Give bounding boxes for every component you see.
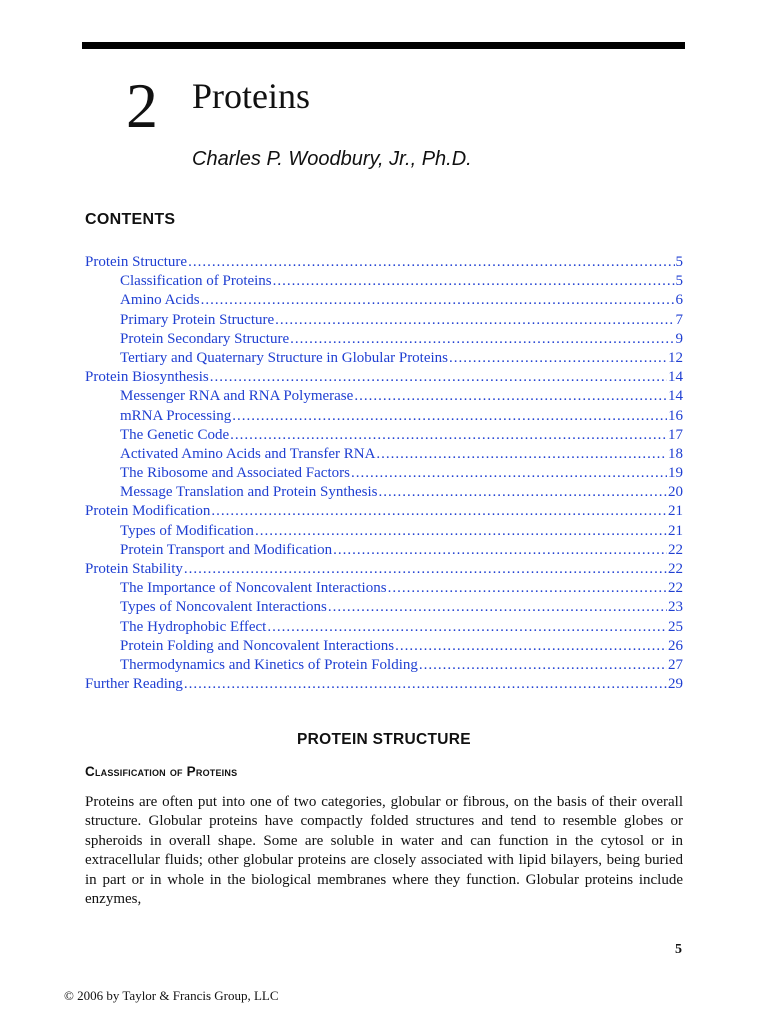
toc-entry-page: 22 <box>668 561 683 577</box>
toc-entry[interactable] <box>85 291 683 310</box>
toc-entry-page: 16 <box>668 407 683 424</box>
toc-entry-page: 19 <box>668 465 683 482</box>
toc-entry-page: 14 <box>668 369 683 386</box>
toc-entry-title: The Genetic Code <box>120 426 230 443</box>
toc-entry-page: 5 <box>675 254 683 270</box>
toc-dot-leader <box>388 579 667 598</box>
toc-dot-leader <box>184 560 667 579</box>
section-heading: PROTEIN STRUCTURE <box>297 731 471 748</box>
toc-entry-page: 20 <box>668 484 683 501</box>
toc-entry[interactable] <box>85 637 683 656</box>
toc-entry-page: 6 <box>675 292 683 309</box>
toc-dot-leader <box>267 618 667 637</box>
toc-entry[interactable] <box>85 656 683 675</box>
toc-entry[interactable] <box>85 579 683 598</box>
toc-entry-title: Tertiary and Quaternary Structure in Globular Proteins <box>120 349 449 366</box>
toc-dot-leader <box>275 311 674 330</box>
toc-dot-leader <box>255 522 667 541</box>
toc-entry-title: Message Translation and Protein Synthesis <box>120 484 378 501</box>
toc-dot-leader <box>419 656 667 675</box>
chapter-number: 2 <box>126 70 158 141</box>
toc-entry[interactable] <box>85 618 683 637</box>
toc-entry-title: The Ribosome and Associated Factors <box>120 465 350 482</box>
toc-dot-leader <box>351 464 667 483</box>
toc-entry-page: 7 <box>675 311 683 328</box>
toc-entry[interactable] <box>85 387 683 406</box>
toc-entry-title: Primary Protein Structure <box>120 311 275 328</box>
toc-entry-title: Activated Amino Acids and Transfer RNA <box>120 445 376 462</box>
table-of-contents <box>85 253 683 694</box>
toc-entry-page: 26 <box>668 637 683 654</box>
top-rule <box>82 42 685 49</box>
toc-entry-title: Protein Transport and Modification <box>120 541 333 558</box>
toc-entry[interactable] <box>85 502 683 521</box>
toc-dot-leader <box>328 598 667 617</box>
page-number: 5 <box>675 942 682 957</box>
toc-entry-page: 23 <box>668 599 683 616</box>
subsection-heading: Classification of Proteins <box>85 764 238 779</box>
toc-entry-page: 21 <box>668 522 683 539</box>
toc-entry-title: Protein Modification <box>85 503 211 520</box>
contents-heading: CONTENTS <box>85 211 176 228</box>
toc-entry-title: The Hydrophobic Effect <box>120 618 267 635</box>
toc-entry[interactable] <box>85 349 683 368</box>
toc-entry-title: The Importance of Noncovalent Interactions <box>120 580 387 597</box>
toc-entry[interactable] <box>85 541 683 560</box>
toc-entry-page: 21 <box>668 503 683 520</box>
toc-dot-leader <box>273 272 675 291</box>
toc-entry-page: 5 <box>675 273 683 290</box>
toc-entry-title: Protein Structure <box>85 254 188 270</box>
toc-entry[interactable] <box>85 522 683 541</box>
toc-dot-leader <box>188 253 674 272</box>
toc-dot-leader <box>210 368 667 387</box>
toc-entry[interactable] <box>85 368 683 387</box>
toc-entry[interactable] <box>85 483 683 502</box>
toc-entry-page: 22 <box>668 541 683 558</box>
toc-dot-leader <box>232 407 667 426</box>
toc-entry-title: Classification of Proteins <box>120 273 272 290</box>
toc-entry-page: 18 <box>668 445 683 462</box>
toc-entry-title: Types of Modification <box>120 522 254 539</box>
toc-dot-leader <box>354 387 667 406</box>
toc-entry-title: Further Reading <box>85 676 183 693</box>
body-paragraph: Proteins are often put into one of two categories, globular or fibrous, on the basis of their overall structure. Globular proteins have compactly folded structures and tend to resemble globes or spheroids in overall shape. Some are soluble in water and can function in the cytosol or in extracellular fluids; other globular proteins are closely associated with lipid bilayers, being buried in part or in whole in the biological membranes where they function. Globular proteins include enzymes, <box>85 794 683 908</box>
toc-entry[interactable] <box>85 464 683 483</box>
toc-entry-title: Protein Folding and Noncovalent Interactions <box>120 637 395 654</box>
toc-entry[interactable] <box>85 311 683 330</box>
toc-entry-page: 29 <box>668 676 683 693</box>
toc-entry-title: Thermodynamics and Kinetics of Protein Folding <box>120 656 418 673</box>
toc-entry-page: 12 <box>668 349 683 366</box>
copyright-notice: © 2006 by Taylor & Francis Group, LLC <box>64 988 279 1003</box>
toc-dot-leader <box>230 426 667 445</box>
toc-entry-title: Amino Acids <box>120 292 200 309</box>
toc-entry-title: Protein Stability <box>85 561 183 577</box>
toc-entry-page: 9 <box>675 330 683 347</box>
toc-entry-page: 25 <box>668 618 683 635</box>
toc-dot-leader <box>449 349 667 368</box>
toc-entry[interactable] <box>85 426 683 445</box>
toc-entry[interactable] <box>85 445 683 464</box>
toc-dot-leader <box>376 445 667 464</box>
toc-dot-leader <box>211 502 667 521</box>
toc-entry[interactable] <box>85 598 683 617</box>
chapter-author: Charles P. Woodbury, Jr., Ph.D. <box>192 148 472 170</box>
toc-entry-page: 22 <box>668 580 683 597</box>
toc-dot-leader <box>184 675 667 694</box>
toc-entry-title: Messenger RNA and RNA Polymerase <box>120 388 354 405</box>
toc-entry-title: mRNA Processing <box>120 407 232 424</box>
toc-entry-page: 14 <box>668 388 683 405</box>
chapter-title: Proteins <box>192 76 311 116</box>
toc-entry-page: 17 <box>668 426 683 443</box>
toc-entry-title: Types of Noncovalent Interactions <box>120 599 327 616</box>
toc-dot-leader <box>290 330 674 349</box>
toc-entry[interactable] <box>85 560 683 579</box>
toc-dot-leader <box>333 541 667 560</box>
toc-dot-leader <box>379 483 668 502</box>
toc-entry-page: 27 <box>668 656 683 673</box>
toc-entry-title: Protein Secondary Structure <box>120 330 290 347</box>
toc-entry[interactable] <box>85 253 683 272</box>
toc-entry[interactable] <box>85 272 683 291</box>
toc-entry-title: Protein Biosynthesis <box>85 369 209 386</box>
toc-entry[interactable] <box>85 407 683 426</box>
toc-dot-leader <box>201 291 675 310</box>
toc-entry[interactable] <box>85 675 683 694</box>
toc-dot-leader <box>395 637 667 656</box>
toc-entry[interactable] <box>85 330 683 349</box>
